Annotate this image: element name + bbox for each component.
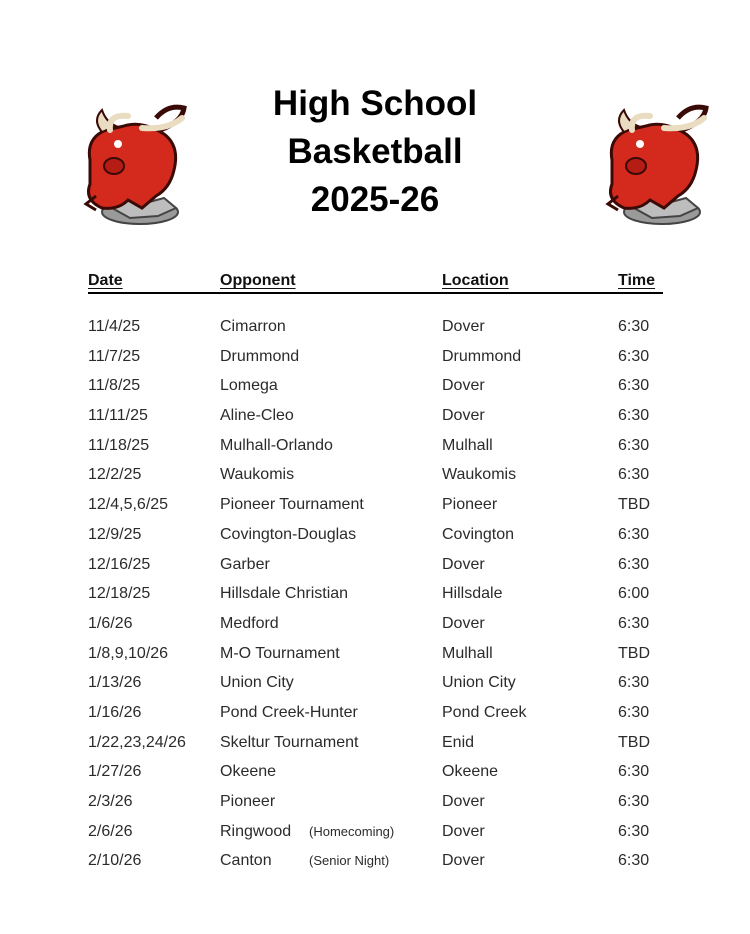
title-line-3: 2025-26 [310,180,440,219]
column-header-opponent: Opponent [220,272,296,289]
cell-opponent: Union City [220,674,294,692]
cell-time: 6:30 [618,822,650,840]
table-row [88,674,688,704]
cell-location: Drummond [442,347,522,365]
cell-opponent: Pioneer [220,793,276,810]
cell-time: 6:30 [618,674,650,692]
table-row [88,556,688,586]
cell-date: 11/11/25 [88,407,148,425]
cell-opponent: Okeene [220,763,277,781]
cell-time: 6:30 [618,793,650,810]
cell-time: 6:30 [618,763,650,781]
table-row [88,645,688,675]
table-row [88,585,688,615]
cell-time: 6:30 [618,466,650,484]
cell-opponent: Pond Creek-Hunter [220,703,358,721]
cell-location: Covington [442,525,515,543]
cell-opponent: Aline-Cleo [220,407,294,425]
cell-date: 12/2/25 [88,466,142,484]
cell-date: 12/4,5,6/25 [88,496,169,514]
cell-time: TBD [618,644,650,662]
cell-date: 2/3/26 [88,793,133,810]
cell-opponent: Canton [220,852,272,870]
cell-date: 12/16/25 [88,555,151,573]
table-row [88,407,688,437]
cell-opponent: Skeltur Tournament [220,733,359,751]
cell-location: Hillsdale [442,585,503,603]
table-row [88,466,688,496]
cell-location: Dover [442,407,485,425]
cell-time: 6:30 [618,525,650,543]
cell-note: (Senior Night) [309,853,390,869]
cell-date: 1/16/26 [88,703,142,721]
table-row [88,318,688,348]
title-line-2: Basketball [287,132,463,171]
cell-date: 11/8/25 [88,377,141,395]
cell-time: 6:30 [618,852,650,870]
cell-date: 2/6/26 [88,822,133,840]
table-row [88,615,688,645]
cell-time: 6:30 [618,555,650,573]
cell-location: Mulhall [442,644,493,662]
cell-opponent: Lomega [220,377,278,395]
cell-note: (Homecoming) [309,823,395,839]
cell-location: Enid [442,733,475,751]
cell-date: 1/8,9,10/26 [88,644,169,662]
cell-date: 12/18/25 [88,585,151,603]
cell-location: Okeene [442,763,499,781]
table-row [88,852,688,882]
cell-time: 6:30 [618,318,650,335]
cell-date: 11/18/25 [88,436,150,454]
cell-location: Pond Creek [442,703,527,721]
table-header [88,272,663,294]
table-row [88,496,688,526]
cell-location: Dover [442,614,485,632]
schedule-table [88,318,688,882]
cell-opponent: Cimarron [220,318,286,335]
cell-date: 12/9/25 [88,525,142,543]
cell-opponent: Waukomis [220,466,295,484]
cell-opponent: Ringwood [220,822,292,840]
cell-time: TBD [618,496,650,514]
cell-time: 6:30 [618,436,650,454]
cell-date: 11/4/25 [88,318,141,335]
cell-location: Dover [442,377,485,395]
cell-location: Dover [442,852,485,870]
cell-opponent: Medford [220,614,279,632]
table-row [88,734,688,764]
cell-location: Pioneer [442,496,498,514]
cell-location: Dover [442,793,485,810]
cell-location: Dover [442,555,485,573]
title-line-1: High School [272,84,478,123]
cell-opponent: Garber [220,555,270,573]
column-header-location: Location [442,272,509,289]
column-header-time: Time [618,272,656,289]
cell-time: 6:30 [618,347,650,365]
cell-date: 1/27/26 [88,763,142,781]
cell-opponent: Mulhall-Orlando [220,436,333,454]
cell-date: 2/10/26 [88,852,142,870]
cell-time: 6:30 [618,407,650,425]
table-row [88,437,688,467]
cell-location: Union City [442,674,516,692]
table-row [88,377,688,407]
table-row [88,704,688,734]
cell-time: 6:30 [618,703,650,721]
cell-location: Mulhall [442,436,493,454]
cell-time: TBD [618,733,650,751]
page-title [0,80,750,224]
cell-time: 6:30 [618,614,650,632]
cell-opponent: M-O Tournament [220,644,340,662]
cell-location: Dover [442,822,485,840]
cell-location: Waukomis [442,466,517,484]
cell-opponent: Pioneer Tournament [220,496,364,514]
cell-time: 6:00 [618,585,650,603]
cell-location: Dover [442,318,485,335]
cell-date: 1/6/26 [88,614,133,632]
cell-opponent: Hillsdale Christian [220,585,349,603]
table-row [88,348,688,378]
cell-opponent: Drummond [220,347,300,365]
cell-date: 1/22,23,24/26 [88,733,186,751]
table-row [88,823,688,853]
cell-opponent: Covington-Douglas [220,525,357,543]
table-row [88,793,688,823]
cell-date: 1/13/26 [88,674,142,692]
cell-date: 11/7/25 [88,347,141,365]
cell-time: 6:30 [618,377,650,395]
table-row [88,763,688,793]
column-header-date: Date [88,272,123,289]
table-row [88,526,688,556]
